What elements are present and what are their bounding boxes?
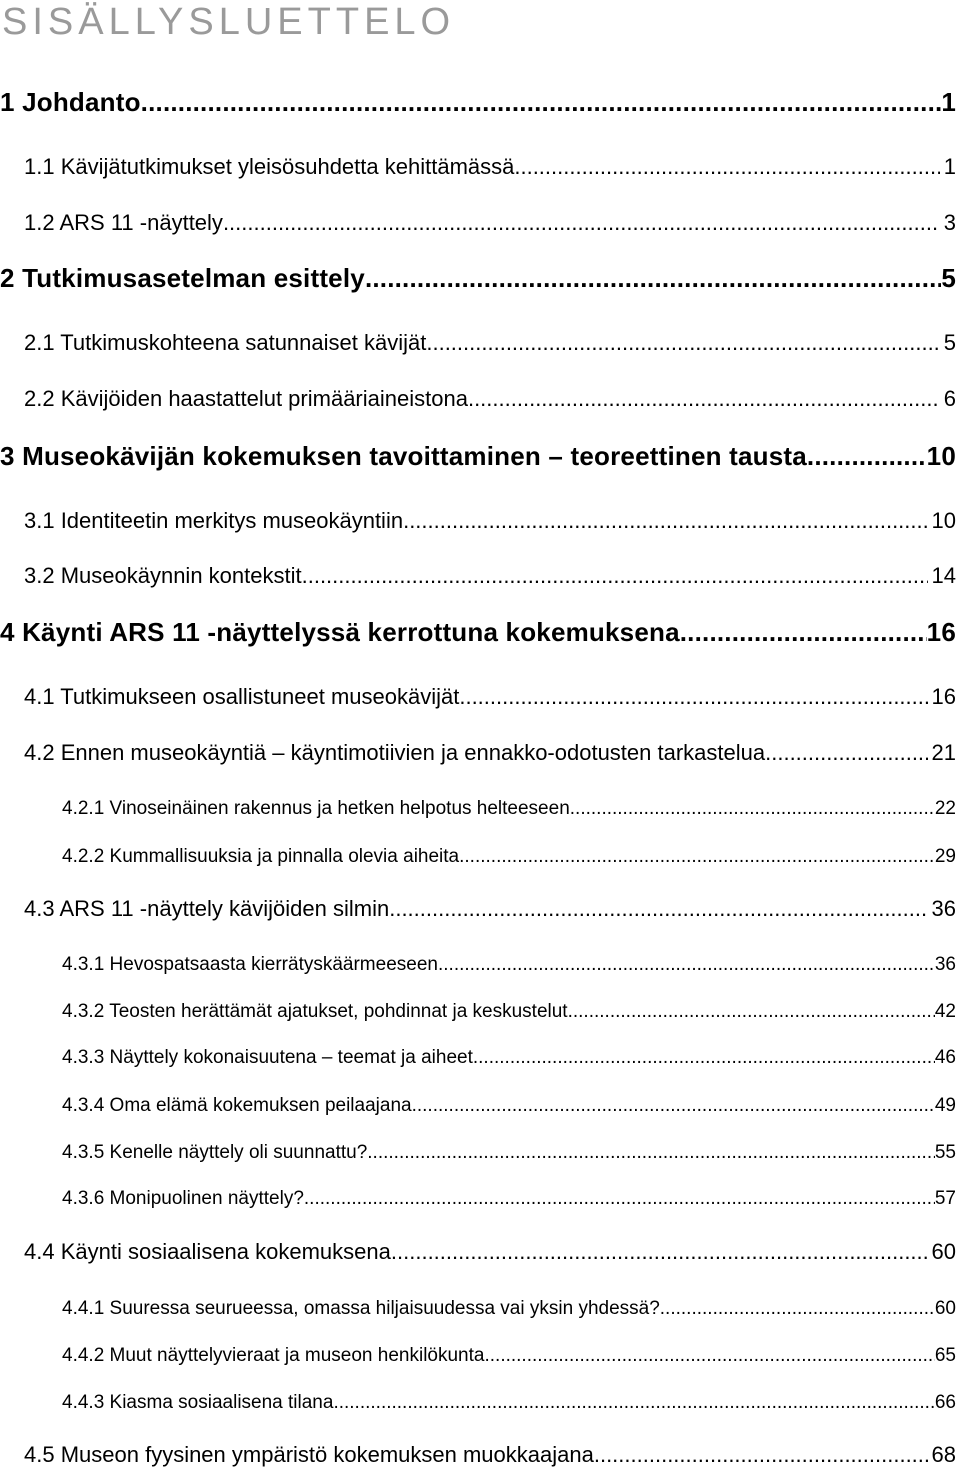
toc-entry-text: 4.4.3 Kiasma sosiaalisena tilana xyxy=(62,1392,334,1413)
toc-entry-page: 16 xyxy=(931,684,956,709)
leader-dots xyxy=(807,441,927,472)
leader-dots xyxy=(389,896,927,922)
leader-dots xyxy=(365,263,941,294)
toc-entry-text: 1.2 ARS 11 -näyttely xyxy=(24,210,223,235)
leader-dots xyxy=(302,563,928,589)
toc-entry-subsection[interactable] xyxy=(62,1178,956,1210)
toc-entry-page: 46 xyxy=(934,1047,956,1068)
toc-entry-page: 6 xyxy=(943,386,956,411)
leader-dots xyxy=(367,1142,935,1164)
toc-entry-text: 4.4 Käynti sosiaalisena kokemuksena xyxy=(24,1239,391,1264)
toc-entry-page: 36 xyxy=(931,896,956,921)
toc-entry-subsection[interactable] xyxy=(62,788,956,820)
toc-entry-page: 36 xyxy=(934,954,956,975)
toc-entry-text: 4.1 Tutkimukseen osallistuneet museokävijät xyxy=(24,684,460,709)
toc-entry-chapter[interactable] xyxy=(0,616,956,648)
toc-entry-page: 10 xyxy=(931,508,956,533)
toc-entry-text: 4.3.1 Hevospatsaasta kierrätyskäärmeeseen xyxy=(62,954,438,975)
toc-entry-page: 49 xyxy=(934,1095,956,1116)
toc-entry-text: 4.2 Ennen museokäyntiä – käyntimotiivien ja ennakko-odotusten tarkastelua xyxy=(24,740,766,765)
leader-dots xyxy=(765,740,927,766)
toc-entry-subsection[interactable] xyxy=(62,991,956,1023)
toc-entry-section[interactable] xyxy=(24,148,956,180)
leader-dots xyxy=(304,1188,935,1210)
toc-entry-text: 2 Tutkimusasetelman esittely xyxy=(0,263,365,293)
toc-entry-text: 4.3.2 Teosten herättämät ajatukset, pohdinnat ja keskustelut xyxy=(62,1001,568,1022)
leader-dots xyxy=(391,1239,928,1265)
toc-entry-text: 3 Museokävijän kokemuksen tavoittaminen – teoreettinen tausta xyxy=(0,441,807,471)
leader-dots xyxy=(403,508,927,534)
leader-dots xyxy=(412,1095,935,1117)
toc-entry-section[interactable] xyxy=(24,324,956,356)
toc-entry-section[interactable] xyxy=(24,1233,956,1265)
toc-entry-subsection[interactable] xyxy=(62,1382,956,1414)
toc-entry-section[interactable] xyxy=(24,1436,956,1468)
toc-entry-subsection[interactable] xyxy=(62,944,956,976)
leader-dots xyxy=(333,1392,934,1414)
leader-dots xyxy=(459,684,927,710)
toc-entry-text: 4.2.2 Kummallisuuksia ja pinnalla olevia aiheita xyxy=(62,846,460,867)
toc-entry-chapter[interactable] xyxy=(0,86,956,118)
toc-entry-text: 4.5 Museon fyysinen ympäristö kokemuksen muokkaajana xyxy=(24,1442,594,1467)
toc-entry-page: 3 xyxy=(943,210,956,235)
toc-entry-page: 10 xyxy=(926,441,956,471)
toc-entry-text: 4.3.4 Oma elämä kokemuksen peilaajana xyxy=(62,1095,412,1116)
toc-entry-subsection[interactable] xyxy=(62,1037,956,1069)
toc-entry-subsection[interactable] xyxy=(62,1085,956,1117)
leader-dots xyxy=(568,1001,935,1023)
leader-dots xyxy=(438,954,935,976)
leader-dots xyxy=(680,617,927,648)
toc-entry-subsection[interactable] xyxy=(62,836,956,868)
toc-entry-subsection[interactable] xyxy=(62,1335,956,1367)
leader-dots xyxy=(594,1442,928,1468)
toc-entry-subsection[interactable] xyxy=(62,1132,956,1164)
toc-entry-page: 65 xyxy=(934,1345,956,1366)
toc-entry-text: 4.3 ARS 11 -näyttely kävijöiden silmin xyxy=(24,896,390,921)
toc-entry-page: 60 xyxy=(934,1298,956,1319)
toc-entry-text: 1.1 Kävijätutkimukset yleisösuhdetta kehittämässä xyxy=(24,154,515,179)
leader-dots xyxy=(141,87,942,118)
toc-entry-text: 1 Johdanto xyxy=(0,87,141,117)
leader-dots xyxy=(484,1345,934,1367)
leader-dots xyxy=(426,330,939,356)
toc-entry-text: 4.4.1 Suuressa seurueessa, omassa hiljaisuudessa vai yksin yhdessä? xyxy=(62,1298,660,1319)
toc-entry-page: 5 xyxy=(941,263,956,293)
toc-entry-page: 21 xyxy=(931,740,956,765)
toc-entry-text: 3.1 Identiteetin merkitys museokäyntiin xyxy=(24,508,404,533)
leader-dots xyxy=(570,798,935,820)
toc-entry-text: 2.1 Tutkimuskohteena satunnaiset kävijät xyxy=(24,330,427,355)
toc-entry-section[interactable] xyxy=(24,734,956,766)
toc-entry-section[interactable] xyxy=(24,890,956,922)
toc-entry-page: 1 xyxy=(943,154,956,179)
leader-dots xyxy=(660,1298,935,1320)
toc-entry-text: 4.3.5 Kenelle näyttely oli suunnattu? xyxy=(62,1142,368,1163)
toc-entry-page: 16 xyxy=(926,617,956,647)
toc-entry-section[interactable] xyxy=(24,380,956,412)
toc-entry-page: 68 xyxy=(931,1442,956,1467)
toc-entry-page: 1 xyxy=(941,87,956,117)
toc-entry-text: 4.2.1 Vinoseinäinen rakennus ja hetken helpotus helteeseen xyxy=(62,798,570,819)
toc-entry-section[interactable] xyxy=(24,502,956,534)
toc-entry-section[interactable] xyxy=(24,557,956,589)
toc-entry-subsection[interactable] xyxy=(62,1288,956,1320)
toc-entry-text: 4.3.6 Monipuolinen näyttely? xyxy=(62,1188,304,1209)
toc-entry-text: 4 Käynti ARS 11 -näyttelyssä kerrottuna kokemuksena xyxy=(0,617,680,647)
leader-dots xyxy=(514,154,939,180)
leader-dots xyxy=(459,846,935,868)
toc-entry-chapter[interactable] xyxy=(0,440,956,472)
toc-entry-page: 5 xyxy=(943,330,956,355)
toc-entry-page: 22 xyxy=(934,798,956,819)
toc-entry-page: 14 xyxy=(931,563,956,588)
toc-entry-page: 29 xyxy=(934,846,956,867)
toc-entry-page: 66 xyxy=(934,1392,956,1413)
leader-dots xyxy=(468,386,940,412)
toc-entry-page: 60 xyxy=(931,1239,956,1264)
toc-entry-text: 4.3.3 Näyttely kokonaisuutena – teemat ja aiheet xyxy=(62,1047,473,1068)
toc-entry-text: 2.2 Kävijöiden haastattelut primääriaineistona xyxy=(24,386,468,411)
toc-entry-page: 55 xyxy=(934,1142,956,1163)
leader-dots xyxy=(223,210,940,236)
toc-entry-text: 3.2 Museokäynnin kontekstit xyxy=(24,563,302,588)
toc-entry-section[interactable] xyxy=(24,678,956,710)
toc-entry-section[interactable] xyxy=(24,204,956,236)
toc-entry-chapter[interactable] xyxy=(0,262,956,294)
page-title: SISÄLLYSLUETTELO xyxy=(2,1,456,43)
leader-dots xyxy=(473,1047,935,1069)
toc-entry-page: 42 xyxy=(934,1001,956,1022)
toc-entry-page: 57 xyxy=(934,1188,956,1209)
toc-entry-text: 4.4.2 Muut näyttelyvieraat ja museon henkilökunta xyxy=(62,1345,485,1366)
